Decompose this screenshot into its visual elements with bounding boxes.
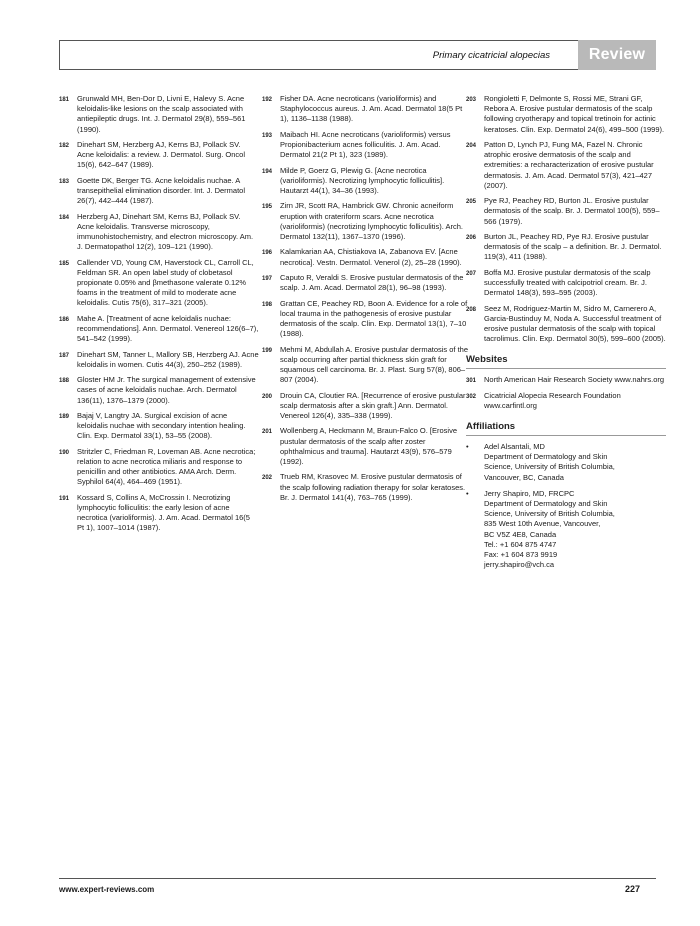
reference-item (59, 212, 259, 253)
reference-item (466, 196, 666, 227)
reference-number: 200 (262, 393, 273, 400)
websites-heading: Websites (466, 354, 666, 369)
website-text[interactable]: North American Hair Research Society www.nahrs.org (484, 375, 665, 385)
reference-number: 204 (466, 143, 477, 149)
reference-item (262, 299, 468, 340)
reference-item (466, 140, 666, 191)
reference-text: Grattan CE, Peachey RD, Boon A. Evidence for a role of local trauma in the pathogenesis of erosive pustular dermatosis of the scalp. Clin. Exp. Dermatol 13(1), 7–10 (1988). (280, 298, 468, 339)
reference-item (59, 375, 259, 406)
reference-item (59, 140, 259, 171)
reference-text: Fisher DA. Acne necroticans (varioliformis) and Staphylococcus aureus. J. Am. Acad. Dermatol 18(5 Pt 1), 1136–1138 (1988). (280, 94, 463, 124)
bullet-icon: • (466, 488, 469, 498)
reference-number: 198 (262, 301, 273, 308)
affiliation-line: Science, University of British Columbia, (484, 509, 615, 519)
affiliations-list (466, 442, 666, 570)
reference-number: 201 (262, 429, 273, 436)
reference-text: Zirn JR, Scott RA, Hambrick GW. Chronic acneiform eruption with crateriform scars. Acne necrotica (varioliformis) (necrotizing lymphocytic folliculitis). Arch. Dermatol 132(11), 1367–1370 (1996). (280, 201, 463, 241)
reference-text: Mehmi M, Abdullah A. Erosive pustular dermatosis of the scalp occurring after partial thickness skin graft for squamous cell carcinoma. Br. J. Plast. Surg 57(8), 806–807 (2004). (280, 344, 469, 385)
reference-item (59, 493, 259, 534)
reference-text: Boffa MJ. Erosive pustular dermatosis of the scalp successfully treated with calcipotriol cream. Br. J. Dermatol 148(3), 593–595 (2003). (484, 267, 651, 298)
reference-item (466, 94, 666, 135)
footer-url[interactable]: www.expert-reviews.com (59, 885, 155, 894)
reference-number: 187 (59, 352, 70, 359)
reference-text: Wollenberg A, Heckmann M, Braun-Falco O. [Erosive pustular dermatosis of the scalp after zoster ophthalmicus and trauma]. Hautarzt 43(9), 576–579 (1992). (280, 426, 458, 466)
reference-text: Callender VD, Young CM, Haverstock CL, Carroll CL, Feldman SR. An open label study of clobetasol propionate 0.05% and βmethasone valerate 0.12% foams in the treatment of mild to moderate acne keloidalis. Cutis 75(6), 317–321 (2005). (77, 257, 254, 308)
reference-number: 184 (59, 214, 70, 221)
reference-item (262, 472, 468, 503)
reference-number: 190 (59, 449, 70, 456)
reference-item (59, 94, 259, 135)
affiliation-lines (484, 489, 615, 571)
reference-number: 182 (59, 143, 70, 149)
reference-number: 207 (466, 270, 477, 277)
reference-item (59, 411, 259, 442)
review-tab: Review (578, 40, 656, 70)
website-item (466, 391, 666, 411)
website-text[interactable]: Cicatricial Alopecia Research Foundation www.carfintl.org (484, 390, 621, 410)
reference-text: Milde P, Goerz G, Plewig G. [Acne necrotica (varioliformis). Necrotizing lymphocytic folliculitis]. Hautarzt 44(1), 34–36 (1993). (280, 165, 445, 195)
reference-item (466, 268, 666, 299)
reference-item (262, 166, 468, 197)
affiliation-line: Department of Dermatology and Skin (484, 452, 608, 462)
website-number: 301 (466, 378, 477, 385)
affiliation-line: Vancouver, BC, Canada (484, 472, 564, 482)
reference-number: 194 (262, 168, 273, 175)
reference-text: Kossard S, Collins A, McCrossin I. Necrotizing lymphocytic folliculitis: the early lesion of acne necrotica (varioliformis). J. Am. Acad. Dermatol 16(5 Pt 1), 1007–1014 (1987). (77, 492, 250, 533)
affiliation-item (466, 442, 666, 483)
reference-item (59, 447, 259, 488)
reference-item (59, 176, 259, 207)
page-number: 227 (625, 884, 641, 894)
reference-text: Goette DK, Berger TG. Acne keloidalis nuchae. A transepithelial elimination disorder. Int. J. Dermatol 26(7), 442–444 (1987). (77, 175, 245, 206)
affiliation-line: Department of Dermatology and Skin (484, 499, 608, 509)
affiliations-heading: Affiliations (466, 421, 666, 436)
reference-text: Trueb RM, Krasovec M. Erosive pustular dermatosis of the scalp following radiation therapy for solar keratoses. Br. J. Dermatol 141(4), 763–765 (1999). (280, 472, 466, 502)
reference-text: Dinehart SM, Tanner L, Mallory SB, Herzberg AJ. Acne keloidalis in women. Cutis 44(3), 250–252 (1989). (77, 349, 259, 369)
affiliation-line: jerry.shapiro@vch.ca (484, 560, 554, 570)
reference-number: 203 (466, 97, 477, 103)
references-column-1 (59, 94, 259, 539)
reference-text: Drouin CA, Cloutier RA. [Recurrence of erosive pustular scalp dermatosis after a skin graft.] Ann. Dermatol. Venereol 126(4), 335–338 (1999). (280, 390, 466, 420)
reference-item (262, 345, 468, 386)
reference-text: Maibach HI. Acne necroticans (varioliformis) versus Propionibacterium acnes folliculitis. J. Am. Acad. Dermatol 21(2 Pt 1), 323 (1989). (280, 129, 451, 160)
affiliation-name: Adel Alsantali, MD (484, 442, 545, 452)
reference-item (59, 258, 259, 309)
bullet-icon: • (466, 442, 469, 452)
reference-number: 196 (262, 250, 273, 257)
affiliation-line: 835 West 10th Avenue, Vancouver, (484, 519, 601, 529)
reference-item (262, 391, 468, 422)
websites-list (466, 375, 666, 411)
references-column-2 (262, 94, 468, 508)
reference-text: Bajaj V, Langtry JA. Surgical excision of acne keloidalis nuchae with secondary intention healing. Clin. Exp. Dermatol 33(1), 53–55 (2008). (77, 410, 246, 441)
reference-item (262, 94, 468, 125)
reference-number: 188 (59, 378, 70, 385)
reference-number: 199 (262, 347, 273, 354)
affiliation-name: Jerry Shapiro, MD, FRCPC (484, 488, 575, 498)
reference-number: 205 (466, 199, 477, 206)
reference-number: 202 (262, 475, 273, 482)
reference-item (466, 304, 666, 345)
footer-divider (59, 878, 656, 879)
reference-number: 185 (59, 260, 70, 267)
reference-number: 181 (59, 97, 70, 103)
reference-text: Herzberg AJ, Dinehart SM, Kerns BJ, Pollack SV. Acne keloidalis. Transverse microscopy, immunohistochemistry, and electron microscopy. Am. J. Dermatopathol 12(2), 109–121 (1990). (77, 211, 254, 252)
reference-text: Burton JL, Peachey RD, Pye RJ. Erosive pustular dermatosis of the scalp – a definition. Br. J. Dermatol. 119(3), 411 (1988). (484, 232, 662, 262)
reference-item (262, 426, 468, 467)
website-item (466, 375, 666, 386)
reference-item (262, 273, 468, 293)
reference-item (59, 314, 259, 345)
reference-text: Stritzler C, Friedman R, Loveman AB. Acne necrotica; relation to acne necrotica miliaris and response to penicillin and other antibiotics. AMA Arch. Derm. Syphilol 64(4), 464–469 (1951). (77, 446, 256, 487)
reference-number: 183 (59, 178, 70, 185)
affiliation-item (466, 489, 666, 571)
reference-text: Dinehart SM, Herzberg AJ, Kerns BJ, Pollack SV. Acne keloidalis: a review. J. Dermatol. Surg. Oncol 15(6), 642–647 (1989). (77, 140, 245, 170)
reference-text: Patton D, Lynch PJ, Fung MA, Fazel N. Chronic atrophic erosive dermatosis of the scalp and extremities: a recharacterization of erosive pustular dermatosis. J. Am. Acad. Dermatol 57(3), 421–427 (2007). (484, 140, 654, 190)
reference-number: 193 (262, 132, 273, 139)
reference-text: Kalamkarian AA, Chistiakova IA, Zabanova EV. [Acne necrotica]. Vestn. Dermatol. Venerol (2), 25–28 (1990). (280, 247, 462, 267)
reference-item (59, 350, 259, 370)
references-column-3-list (466, 94, 666, 344)
reference-item (262, 247, 468, 267)
reference-text: Caputo R, Veraldi S. Erosive pustular dermatosis of the scalp. J. Am. Acad. Dermatol 28(1), 96–98 (1993). (280, 272, 464, 293)
affiliation-line: Science, University of British Columbia, (484, 462, 615, 472)
reference-text: Grunwald MH, Ben-Dor D, Livni E, Halevy S. Acne keloidalis-like lesions on the scalp associated with antiepileptic drugs. Int. J. Dermatol 29(8), 559–561 (1990). (77, 94, 246, 134)
references-column-3 (466, 94, 666, 576)
reference-number: 189 (59, 413, 70, 420)
affiliation-line: Fax: +1 604 873 9919 (484, 550, 558, 560)
reference-text: Mahe A. [Treatment of acne keloidalis nuchae: recommendations]. Ann. Dermatol. Venereol 126(6–7), 541–542 (1999). (77, 313, 259, 344)
reference-text: Rongioletti F, Delmonte S, Rossi ME, Strani GF, Rebora A. Erosive pustular dermatosis of the scalp following cryotherapy and topical tretinoin for actinic keratoses. Clin. Exp. Dermatol 24(6), 499–500 (1999). (484, 94, 665, 134)
reference-number: 197 (262, 275, 273, 282)
reference-text: Seez M, Rodriguez-Martin M, Sidro M, Carnerero A, Garcia-Bustinduy M, Noda A. Successful treatment of erosive pustular dermatosis of the scalp with topical tacrolimus. Clin. Exp. Dermatol 30(5), 599–600 (2005). (484, 303, 666, 344)
reference-item (262, 201, 468, 242)
running-title: Primary cicatricial alopecias (432, 50, 550, 61)
reference-number: 195 (262, 204, 273, 211)
reference-number: 192 (262, 97, 273, 103)
reference-number: 206 (466, 235, 477, 241)
affiliation-line: BC V5Z 4E8, Canada (484, 529, 557, 539)
reference-item (466, 232, 666, 263)
reference-text: Gloster HM Jr. The surgical management of extensive cases of acne keloidalis nuchae. Arch. Dermatol 136(11), 1376–1379 (2000). (77, 375, 256, 405)
affiliation-lines (484, 442, 615, 483)
reference-number: 191 (59, 495, 70, 502)
reference-number: 208 (466, 306, 477, 313)
page-header (59, 40, 656, 70)
reference-text: Pye RJ, Peachey RD, Burton JL. Erosive pustular dermatosis of the scalp. Br. J. Dermatol 100(5), 559–566 (1979). (484, 196, 660, 226)
affiliation-line: Tel.: +1 604 875 4747 (484, 539, 557, 549)
website-number: 302 (466, 393, 477, 400)
reference-number: 186 (59, 316, 70, 323)
reference-item (262, 130, 468, 161)
